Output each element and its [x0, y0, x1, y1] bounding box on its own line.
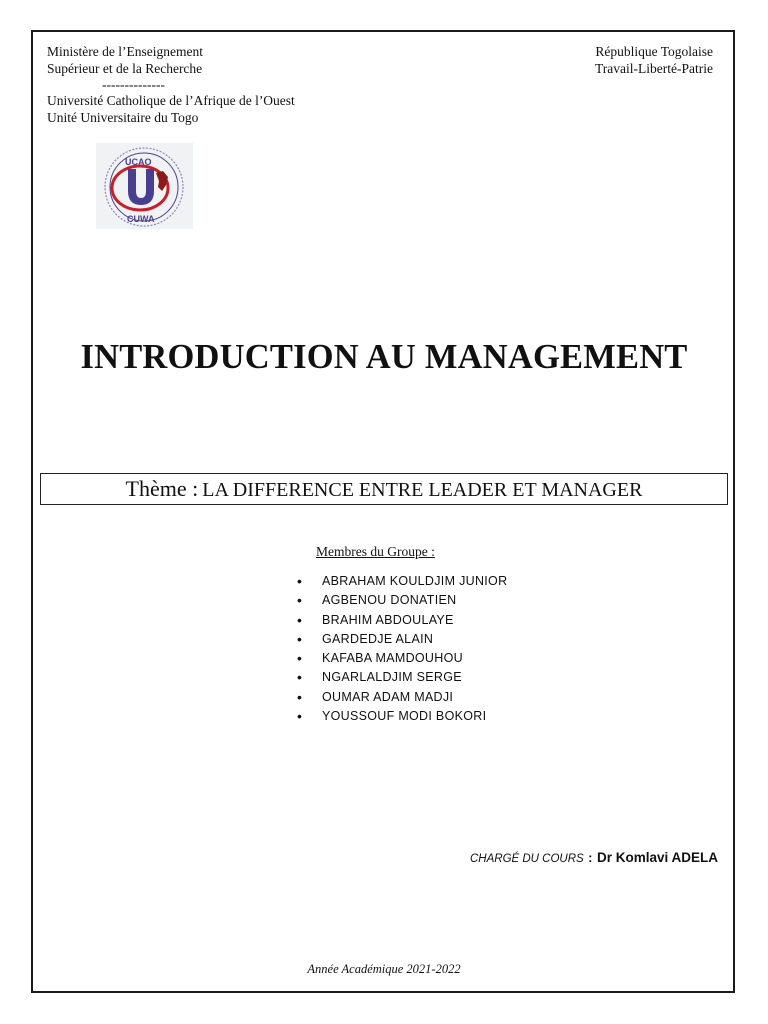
republic-header: [595, 44, 713, 77]
course-instructor: [470, 849, 718, 867]
theme-value: LA DIFFERENCE ENTRE LEADER ET MANAGER: [202, 479, 643, 501]
members-heading: Membres du Groupe :: [316, 544, 435, 559]
republic-motto: Travail-Liberté-Patrie: [595, 60, 713, 76]
member-item: • BRAHIM ABDOULAYE: [297, 611, 507, 630]
university-name: Université Catholique de l’Afrique de l’Ouest: [47, 93, 295, 108]
logo-bottom-text: CUWA: [127, 214, 155, 224]
instructor-label: CHARGÉ DU COURS: [469, 853, 584, 865]
ministry-line-1: Ministère de l’Enseignement: [47, 44, 203, 59]
republic-name: République Togolaise: [595, 44, 713, 59]
member-item: • OUMAR ADAM MADJI: [297, 688, 507, 707]
ucao-logo: [96, 143, 193, 229]
member-item: • NGARLALDJIM SERGE: [297, 668, 507, 687]
ministry-line-2: Supérieur et de la Recherche: [47, 60, 203, 76]
academic-year: Année Académique 2021-2022: [307, 962, 461, 976]
member-item: • ABRAHAM KOULDJIM JUNIOR: [297, 572, 507, 591]
document-title: INTRODUCTION AU MANAGEMENT: [80, 338, 688, 376]
university-unit: Unité Universitaire du Togo: [47, 109, 199, 125]
ministry-header: [47, 44, 295, 126]
member-item: • KAFABA MAMDOUHOU: [297, 649, 507, 668]
header-separator: --------------: [102, 77, 165, 92]
instructor-colon: :: [588, 850, 593, 865]
member-item: • GARDEDJE ALAIN: [297, 630, 507, 649]
theme-label: Thème :: [125, 476, 199, 501]
instructor-name: Dr Komlavi ADELA: [596, 850, 718, 865]
theme-box: [40, 473, 728, 505]
members-list: [297, 572, 507, 726]
logo-top-text: UCAO: [125, 157, 152, 167]
member-item: • YOUSSOUF MODI BOKORI: [297, 707, 507, 726]
member-item: • AGBENOU DONATIEN: [297, 591, 507, 610]
